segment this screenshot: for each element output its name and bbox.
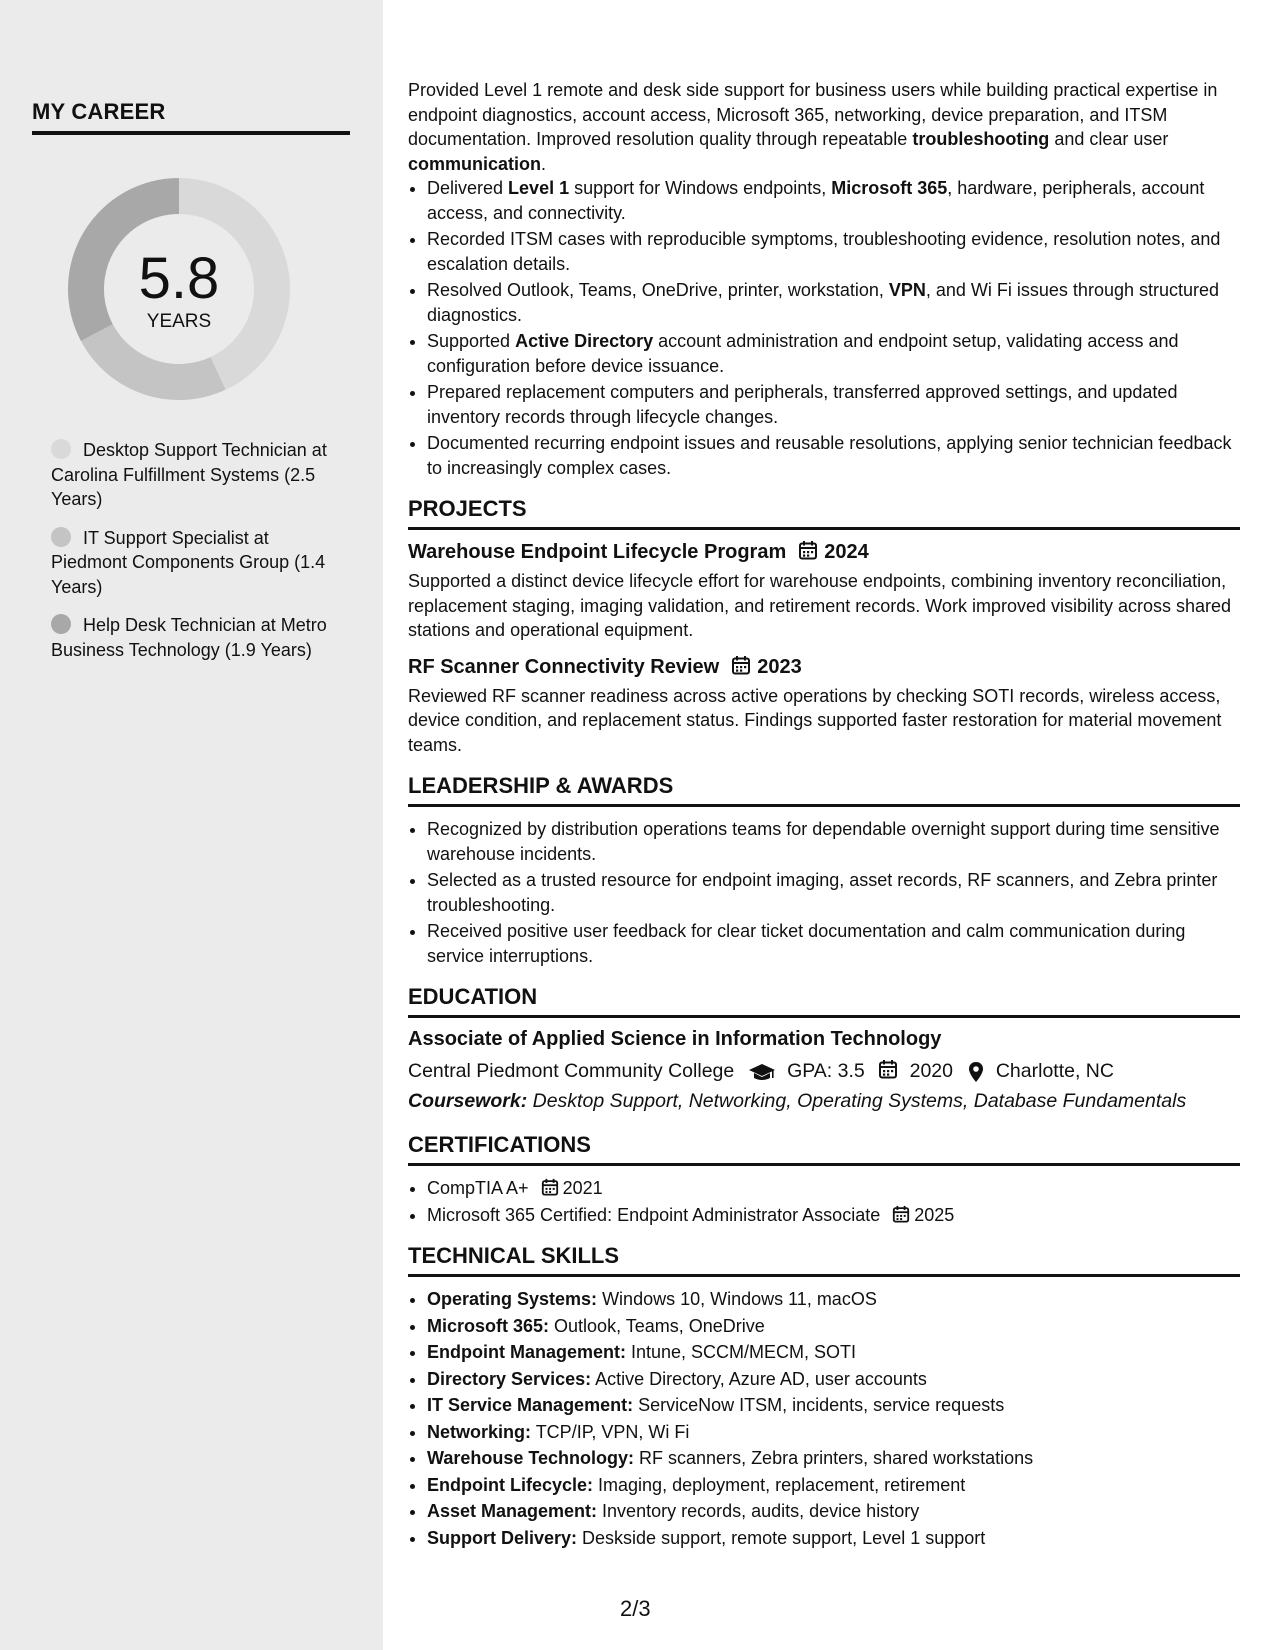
text-run: . [541, 153, 547, 174]
projects-heading: PROJECTS [408, 496, 1240, 530]
location-pin-icon [968, 1061, 984, 1083]
skill-item [427, 1287, 1240, 1312]
certification-name: CompTIA A+ [427, 1178, 529, 1198]
skill-value: ServiceNow ITSM, incidents, service requests [633, 1395, 1005, 1415]
career-item [51, 613, 341, 662]
text-run: Delivered [427, 178, 509, 198]
skill-label: Warehouse Technology: [427, 1448, 635, 1468]
bold-text: communication [408, 153, 542, 174]
skill-value: Active Directory, Azure AD, user accounts [591, 1368, 927, 1389]
education-details [408, 1056, 1240, 1086]
certification-name: Microsoft 365 Certified: Endpoint Administrator Associate [427, 1204, 881, 1225]
skill-item [427, 1340, 1240, 1365]
text-run: account administration and endpoint setup, validating access and configuration before device issuance. [427, 331, 1179, 376]
calendar-icon [878, 1059, 898, 1079]
text-run: support for Windows endpoints, [569, 178, 832, 198]
skill-value: Inventory records, audits, device history [597, 1501, 920, 1521]
experience-bullet [427, 431, 1240, 480]
project-name: Warehouse Endpoint Lifecycle Program [408, 541, 787, 563]
legend-dot [51, 614, 71, 634]
education-location: Charlotte, NC [995, 1060, 1114, 1082]
education-heading: EDUCATION [408, 984, 1240, 1018]
experience-bullet [427, 227, 1240, 276]
legend-dot [51, 527, 71, 547]
project-item [408, 655, 1240, 758]
bold-text: troubleshooting [912, 129, 1050, 149]
leadership-item: • Received positive user feedback for clear ticket documentation and calm communication during service interruptions. [427, 919, 1240, 968]
project-description: Supported a distinct device lifecycle effort for warehouse endpoints, combining inventory reconciliation, replacement staging, imaging validation, and retirement records. Work improved visibility across shared stations and operational equipment. [408, 571, 1232, 640]
coursework [408, 1086, 1240, 1116]
skill-label: Networking: [427, 1421, 532, 1442]
skill-label: IT Service Management: [427, 1395, 634, 1415]
skill-label: Directory Services: [427, 1368, 592, 1389]
project-item [408, 540, 1240, 643]
career-donut-chart [66, 176, 292, 402]
skill-item [427, 1499, 1240, 1524]
skill-label: Endpoint Lifecycle: [427, 1474, 594, 1495]
leadership-item: • Recognized by distribution operations teams for dependable overnight support during time sensitive warehouse incidents. [427, 817, 1240, 866]
sidebar [0, 0, 383, 1650]
skill-item [427, 1314, 1240, 1339]
leadership-heading: LEADERSHIP & AWARDS [408, 773, 1240, 807]
calendar-icon [798, 540, 818, 560]
calendar-icon [892, 1205, 910, 1223]
certifications-list [408, 1176, 1240, 1227]
text-run: , and Wi Fi issues through structured diagnostics. [427, 280, 1220, 325]
skill-value: Imaging, deployment, replacement, retirement [593, 1474, 966, 1495]
skill-value: Intune, SCCM/MECM, SOTI [626, 1342, 857, 1362]
degree-title: Associate of Applied Science in Information Technology [408, 1028, 942, 1050]
donut-segment-2 [81, 324, 226, 400]
career-legend [51, 438, 341, 676]
career-item [51, 526, 341, 600]
text-run: and clear user [1049, 129, 1169, 149]
bold-text: VPN [888, 280, 926, 300]
text-run: Prepared replacement computers and peripherals, transferred approved settings, and updated inventory records through lifecycle changes. [427, 382, 1178, 427]
text-run: Supported [427, 331, 516, 351]
certification-item [427, 1203, 1240, 1228]
school-name: Central Piedmont Community College [408, 1060, 735, 1082]
total-years-value: 5.8 [138, 246, 220, 311]
skill-item [427, 1367, 1240, 1392]
certification-year: 2021 [562, 1178, 603, 1198]
project-name: RF Scanner Connectivity Review [408, 655, 720, 678]
skill-value: Outlook, Teams, OneDrive [549, 1315, 765, 1336]
experience-bullet [427, 380, 1240, 429]
skill-value: Windows 10, Windows 11, macOS [597, 1289, 877, 1309]
bold-text: Microsoft 365 [831, 178, 948, 198]
certification-item [427, 1176, 1240, 1201]
years-label: YEARS [146, 311, 212, 332]
career-label: IT Support Specialist at Piedmont Components Group (1.4 Years) [51, 527, 326, 597]
skill-label: Support Delivery: [427, 1527, 578, 1548]
experience-summary [408, 78, 1240, 176]
experience-bullet [427, 176, 1240, 225]
text-run: , hardware, peripherals, account access, and connectivity. [427, 178, 1205, 223]
skill-value: RF scanners, Zebra printers, shared workstations [634, 1448, 1034, 1468]
text-run: Provided Level 1 remote and desk side support for business users while building practical expertise in endpoint diagnostics, account access, Microsoft 365, networking, device preparation, and ITSM documentation. Improved resolution quality through repeatable [408, 80, 1218, 149]
graduation-cap-icon [748, 1062, 776, 1082]
skill-item [427, 1446, 1240, 1471]
skill-item [427, 1473, 1240, 1498]
project-title [408, 540, 1240, 564]
skills-heading: TECHNICAL SKILLS [408, 1243, 1240, 1277]
project-title [408, 655, 1240, 679]
legend-dot [51, 439, 71, 459]
project-description: Reviewed RF scanner readiness across active operations by checking SOTI records, wireless access, device condition, and replacement status. Findings supported faster restoration for material movement teams. [408, 685, 1222, 755]
project-year: 2023 [757, 655, 802, 678]
skill-value: Deskside support, remote support, Level 1 support [577, 1527, 986, 1548]
skill-label: Operating Systems: [427, 1289, 598, 1309]
career-item [51, 438, 341, 512]
skill-label: Endpoint Management: [427, 1342, 626, 1362]
experience-bullets [408, 176, 1240, 480]
bold-text: Level 1 [508, 178, 570, 198]
coursework-list: Desktop Support, Networking, Operating Systems, Database Fundamentals [532, 1090, 1187, 1112]
calendar-icon [541, 1178, 559, 1196]
skill-label: Microsoft 365: [427, 1315, 550, 1336]
skills-list [408, 1287, 1240, 1550]
text-run: Recorded ITSM cases with reproducible symptoms, troubleshooting evidence, resolution notes, and escalation details. [427, 229, 1221, 274]
skill-item [427, 1526, 1240, 1551]
coursework-label: Coursework: [408, 1090, 528, 1112]
skill-label: Asset Management: [427, 1501, 598, 1521]
main-content [408, 78, 1240, 1552]
career-label: Help Desk Technician at Metro Business Technology (1.9 Years) [51, 615, 327, 660]
gpa: GPA: 3.5 [787, 1060, 865, 1082]
leadership-list [408, 817, 1240, 968]
skill-item [427, 1393, 1240, 1418]
career-title: MY CAREER [32, 99, 350, 135]
skill-item [427, 1420, 1240, 1445]
experience-bullet [427, 278, 1240, 327]
bold-text: Active Directory [515, 331, 654, 351]
text-run: Resolved Outlook, Teams, OneDrive, printer, workstation, [427, 280, 889, 300]
experience-bullet [427, 329, 1240, 378]
page-number: 2/3 [620, 1596, 651, 1621]
career-label: Desktop Support Technician at Carolina Fulfillment Systems (2.5 Years) [51, 440, 327, 509]
leadership-item: • Selected as a trusted resource for endpoint imaging, asset records, RF scanners, and Zebra printer troubleshooting. [427, 868, 1240, 917]
certification-year: 2025 [914, 1204, 955, 1225]
project-year: 2024 [824, 541, 869, 563]
graduation-year: 2020 [909, 1060, 953, 1082]
certifications-heading: CERTIFICATIONS [408, 1132, 1240, 1166]
text-run: Documented recurring endpoint issues and reusable resolutions, applying senior technician feedback to increasingly complex cases. [427, 433, 1232, 478]
calendar-icon [731, 655, 751, 675]
projects-list [408, 540, 1240, 757]
skill-value: TCP/IP, VPN, Wi Fi [531, 1421, 690, 1442]
